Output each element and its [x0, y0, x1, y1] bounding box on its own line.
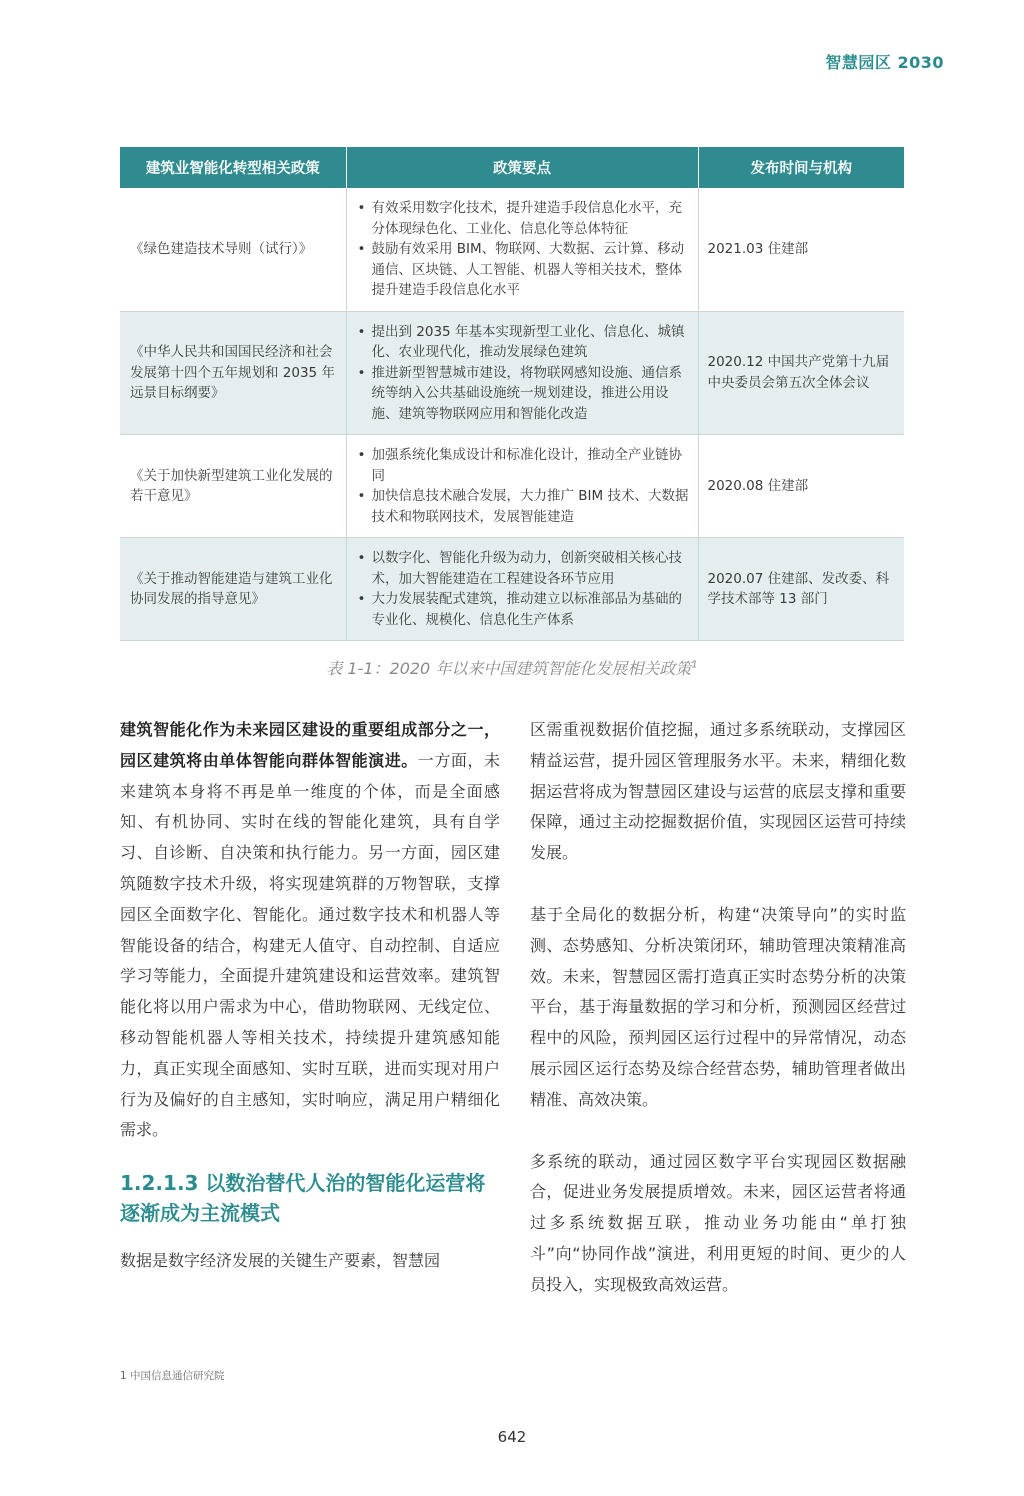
left-column — [120, 715, 500, 1277]
policy-table — [120, 147, 904, 641]
lead-sentence: 建筑智能化作为未来园区建设的重要组成部分之一，园区建筑将由单体智能向群体智能演进。 — [120, 720, 500, 770]
body-paragraph: 区需重视数据价值挖掘，通过多系统联动，支撑园区精益运营，提升园区管理服务水平。未来，精细化数据运营将成为智慧园区建设与运营的底层支撑和重要保障，通过主动挖掘数据价值，实现园区运营可持续发展。 — [530, 720, 906, 863]
footnote-mark: 1 — [691, 659, 698, 671]
section-heading: 1.2.1.3 以数治替代人治的智能化运营将逐渐成为主流模式 — [120, 1171, 486, 1226]
policy-point: • 推进新型智慧城市建设，将物联网感知设施、通信系统等纳入公共基础设施统一规划建设，推进公用设施、建筑等物联网应用和智能化改造 — [355, 363, 690, 425]
body-paragraph — [120, 715, 500, 1146]
table-header-row — [120, 147, 904, 188]
running-header: 智慧园区 2030 — [825, 53, 944, 72]
policy-name: 《关于推动智能建造与建筑工业化协同发展的指导意见》 — [120, 538, 346, 641]
column-header-issuer: 发布时间与机构 — [698, 147, 904, 188]
policy-issuer: 2021.03 住建部 — [698, 188, 904, 311]
policy-name: 《绿色建造技术导则（试行）》 — [120, 188, 346, 311]
body-paragraph: 数据是数字经济发展的关键生产要素，智慧园 — [120, 1251, 441, 1271]
policy-name: 《关于加快新型建筑工业化发展的若干意见》 — [120, 435, 346, 538]
table-row — [120, 538, 904, 641]
column-header-points: 政策要点 — [346, 147, 698, 188]
body-paragraph: 多系统的联动，通过园区数字平台实现园区数据融合，促进业务发展提质增效。未来，园区运营者将通过多系统数据互联，推动业务功能由“单打独斗”向“协同作战”演进，利用更短的时间、更少的人员投入，实现极致高效运营。 — [530, 1151, 906, 1294]
policy-point: • 鼓励有效采用 BIM、物联网、大数据、云计算、移动通信、区块链、人工智能、机器人等相关技术，整体提升建造手段信息化水平 — [355, 239, 690, 301]
body-paragraph: 基于全局化的数据分析，构建“决策导向”的实时监测、态势感知、分析决策闭环，辅助管理决策精准高效。未来，智慧园区需打造真正实时态势分析的决策平台，基于海量数据的学习和分析，预测园区经营过程中的风险，预判园区运行过程中的异常情况，动态展示园区运行态势及综合经营态势，辅助管理者做出精准、高效决策。 — [530, 904, 906, 1109]
policy-issuer: 2020.08 住建部 — [698, 435, 904, 538]
table-caption — [0, 656, 1024, 679]
policy-point: • 有效采用数字化技术，提升建造手段信息化水平，充分体现绿色化、工业化、信息化等总体特征 — [355, 198, 690, 239]
paragraph-text: 一方面，未来建筑本身将不再是单一维度的个体，而是全面感知、有机协同、实时在线的智能化建筑，具有自学习、自诊断、自决策和执行能力。另一方面，园区建筑随数字技术升级，将实现建筑群的万物智联，支撑园区全面数字化、智能化。通过数字技术和机器人等智能设备的结合，构建无人值守、自动控制、自适应学习等能力，全面提升建筑建设和运营效率。建筑智能化将以用户需求为中心，借助物联网、无线定位、移动智能机器人等相关技术，持续提升建筑感知能力，真正实现全面感知、实时互联，进而实现对用户行为及偏好的自主感知，实时响应，满足用户精细化需求。 — [120, 750, 500, 1140]
policy-point: • 以数字化、智能化升级为动力，创新突破相关核心技术，加大智能建造在工程建设各环节应用 — [355, 548, 690, 589]
policy-points — [346, 538, 698, 641]
policy-point: • 提出到 2035 年基本实现新型工业化、信息化、城镇化、农业现代化，推动发展绿色建筑 — [355, 322, 690, 363]
policy-points — [346, 188, 698, 311]
policy-points — [346, 435, 698, 538]
page-number: 642 — [497, 1428, 527, 1446]
right-column — [530, 715, 906, 1301]
table-row — [120, 188, 904, 311]
footnote: 1 中国信息通信研究院 — [120, 1370, 225, 1382]
policy-issuer: 2020.12 中国共产党第十九届中央委员会第五次全体会议 — [698, 311, 904, 435]
policy-points — [346, 311, 698, 435]
table-row — [120, 311, 904, 435]
policy-issuer: 2020.07 住建部、发改委、科学技术部等 13 部门 — [698, 538, 904, 641]
column-header-policy: 建筑业智能化转型相关政策 — [120, 147, 346, 188]
policy-point: • 加快信息技术融合发展，大力推广 BIM 技术、大数据技术和物联网技术，发展智能建造 — [355, 486, 690, 527]
policy-point: • 大力发展装配式建筑，推动建立以标准部品为基础的专业化、规模化、信息化生产体系 — [355, 589, 690, 630]
policy-point: • 加强系统化集成设计和标准化设计，推动全产业链协同 — [355, 445, 690, 486]
table-row — [120, 435, 904, 538]
policy-name: 《中华人民共和国国民经济和社会发展第十四个五年规划和 2035 年远景目标纲要》 — [120, 311, 346, 435]
caption-text: 表 1-1：2020 年以来中国建筑智能化发展相关政策 — [326, 659, 692, 678]
